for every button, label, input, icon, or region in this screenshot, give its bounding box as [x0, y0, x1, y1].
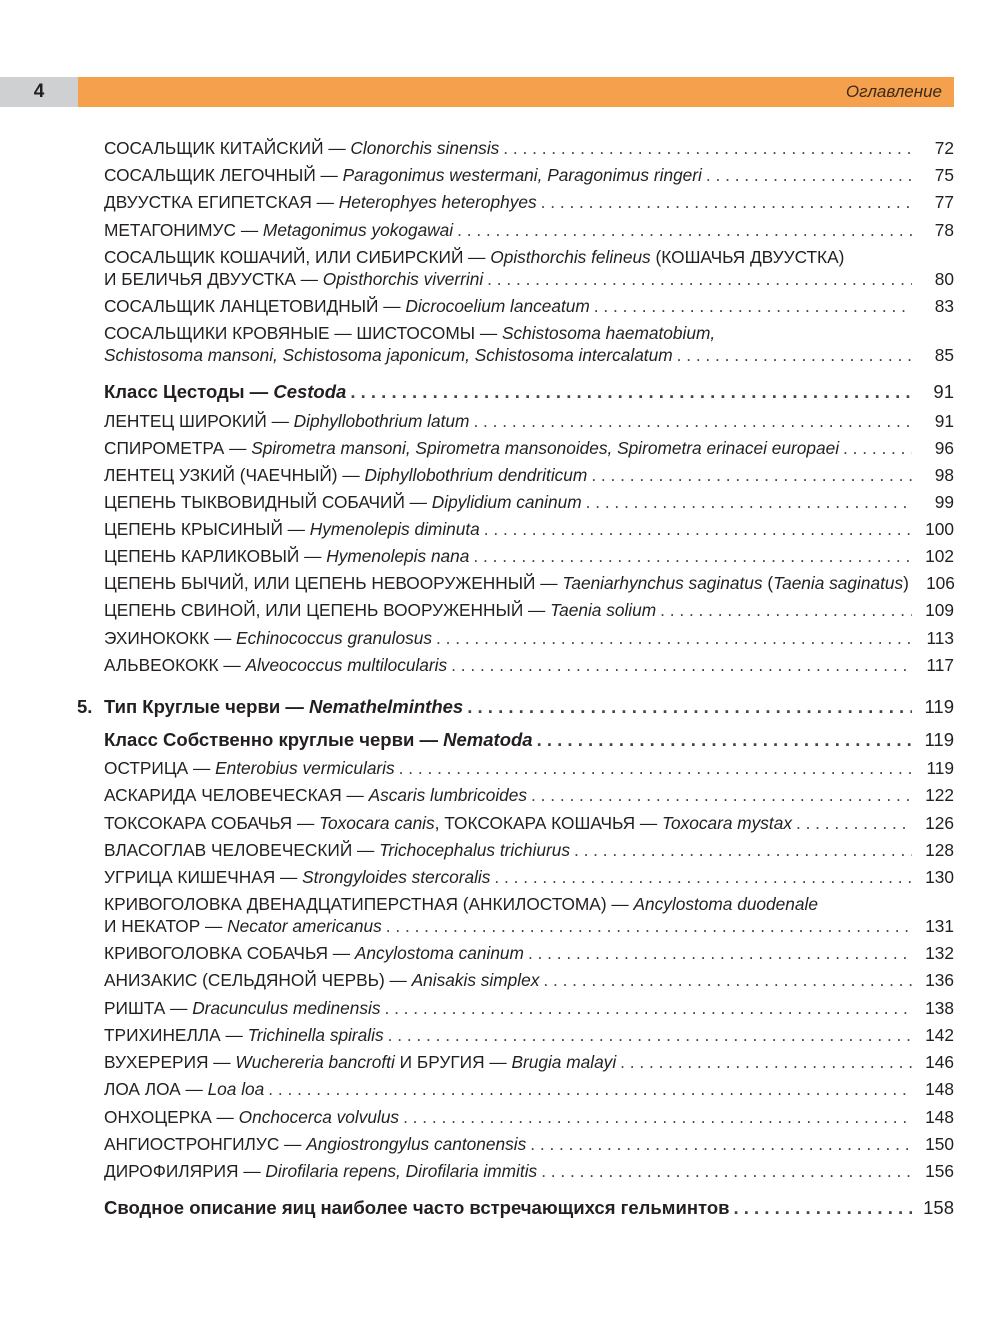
page-ref: 146 [925, 1052, 954, 1072]
toc-entry[interactable]: АНГИОСТРОНГИЛУС — Angiostrongylus cantonensis . . . 150 [104, 1133, 954, 1155]
page-ref: 91 [933, 381, 954, 402]
toc-entry[interactable]: ВЛАСОГЛАВ ЧЕЛОВЕЧЕСКИЙ — Trichocephalus trichiurus . . . 128 [104, 839, 954, 861]
toc-entry[interactable]: ЦЕПЕНЬ ТЫКВОВИДНЫЙ СОБАЧИЙ — Dipylidium caninum . . . 99 [104, 491, 954, 513]
toc-entry[interactable]: ТОКСОКАРА СОБАЧЬЯ — Toxocara canis, ТОКСОКАРА КОШАЧЬЯ — Toxocara mystax . . . 126 [104, 812, 954, 834]
toc-entry[interactable]: ЭХИНОКОКК — Echinococcus granulosus . . . 113 [104, 627, 954, 649]
toc-entry[interactable]: КРИВОГОЛОВКА ДВЕНАДЦАТИПЕРСТНАЯ (АНКИЛОСТОМА) — Ancylostoma duodenale И НЕКАТОР — Necator americanus . . . 131 [104, 893, 954, 937]
toc-entry[interactable]: АСКАРИДА ЧЕЛОВЕЧЕСКАЯ — Ascaris lumbricoides . . . 122 [104, 784, 954, 806]
page-ref: 131 [925, 916, 954, 936]
page-ref: 98 [934, 465, 954, 485]
page-ref: 119 [924, 729, 954, 750]
toc-entry[interactable]: СПИРОМЕТРА — Spirometra mansoni, Spirometra mansonoides, Spirometra erinacei europaei . . . 96 [104, 437, 954, 459]
page-ref: 72 [934, 138, 954, 158]
page-number: 4 [0, 77, 78, 107]
section-number: 5. [77, 696, 93, 717]
toc-entry[interactable]: РИШТА — Dracunculus medinensis . . . 138 [104, 997, 954, 1019]
page-ref: 126 [925, 813, 954, 833]
page-ref: 148 [925, 1079, 954, 1099]
page-ref: 119 [924, 696, 954, 717]
page-ref: 128 [925, 840, 954, 860]
toc-entry[interactable]: ЦЕПЕНЬ СВИНОЙ, ИЛИ ЦЕПЕНЬ ВООРУЖЕННЫЙ — Taenia solium . . . 109 [104, 599, 954, 621]
page-ref: 109 [925, 600, 954, 620]
page-ref: 106 [926, 573, 955, 593]
toc-entry[interactable]: СОСАЛЬЩИК ЛЕГОЧНЫЙ — Paragonimus westermani, Paragonimus ringeri . . . 75 [104, 164, 954, 186]
toc-entry[interactable]: АНИЗАКИС (СЕЛЬДЯНОЙ ЧЕРВЬ) — Anisakis simplex . . . 136 [104, 969, 954, 991]
page-ref: 117 [926, 655, 954, 675]
toc-entry[interactable]: ЛОА ЛОА — Loa loa . . . 148 [104, 1078, 954, 1100]
toc-entry[interactable]: СОСАЛЬЩИК КИТАЙСКИЙ — Clonorchis sinensis . . . 72 [104, 137, 954, 159]
page-ref: 99 [934, 492, 954, 512]
page-ref: 158 [923, 1197, 954, 1218]
toc-class-heading[interactable]: Класс Цестоды — Cestoda . . . 91 [104, 381, 954, 403]
toc-entry[interactable]: УГРИЦА КИШЕЧНАЯ — Strongyloides stercoralis . . . 130 [104, 866, 954, 888]
toc-entry[interactable]: ДВУУСТКА ЕГИПЕТСКАЯ — Heterophyes heterophyes . . . 77 [104, 191, 954, 213]
toc-entry[interactable]: ЦЕПЕНЬ БЫЧИЙ, ИЛИ ЦЕПЕНЬ НЕВООРУЖЕННЫЙ — Taeniarhynchus saginatus (Taenia saginatus) 106 [104, 573, 955, 593]
toc-entry[interactable]: МЕТАГОНИМУС — Metagonimus yokogawai . . . 78 [104, 219, 954, 241]
page-ref: 150 [925, 1134, 954, 1154]
toc-class-heading[interactable]: Класс Собственно круглые черви — Nematoda . . . 119 [104, 729, 954, 751]
toc-entry[interactable]: КРИВОГОЛОВКА СОБАЧЬЯ — Ancylostoma caninum . . . 132 [104, 942, 954, 964]
toc-entry[interactable]: ВУХЕРЕРИЯ — Wuchereria bancrofti И БРУГИЯ — Brugia malayi . . . 146 [104, 1051, 954, 1073]
toc-summary-heading[interactable]: Сводное описание яиц наиболее часто встречающихся гельминтов . . . 158 [104, 1197, 954, 1219]
page-ref: 130 [925, 867, 954, 887]
page-ref: 156 [925, 1161, 954, 1181]
toc-entry[interactable]: ЛЕНТЕЦ ШИРОКИЙ — Diphyllobothrium latum . . . 91 [104, 410, 954, 432]
toc-entry[interactable]: ЛЕНТЕЦ УЗКИЙ (ЧАЕЧНЫЙ) — Diphyllobothrium dendriticum . . . 98 [104, 464, 954, 486]
page-ref: 100 [925, 519, 954, 539]
toc-entry[interactable]: СОСАЛЬЩИК ЛАНЦЕТОВИДНЫЙ — Dicrocoelium lanceatum . . . 83 [104, 295, 954, 317]
toc-entry[interactable]: ОСТРИЦА — Enterobius vermicularis . . . 119 [104, 757, 954, 779]
page-ref: 142 [925, 1025, 954, 1045]
toc-entry[interactable]: ЦЕПЕНЬ КРЫСИНЫЙ — Hymenolepis diminuta . . . 100 [104, 518, 954, 540]
page-ref: 77 [934, 192, 954, 212]
page-ref: 136 [925, 970, 954, 990]
page-ref: 75 [934, 165, 954, 185]
toc-entry[interactable]: СОСАЛЬЩИК КОШАЧИЙ, ИЛИ СИБИРСКИЙ — Opisthorchis felineus (КОШАЧЬЯ ДВУУСТКА) И БЕЛИЧЬЯ ДВУУСТКА — Opisthorchis viverrini . . . 80 [104, 246, 954, 290]
page-ref: 113 [926, 628, 954, 648]
page-ref: 80 [934, 269, 954, 289]
page-ref: 83 [934, 296, 954, 316]
toc-entry[interactable]: ТРИХИНЕЛЛА — Trichinella spiralis . . . 142 [104, 1024, 954, 1046]
page-ref: 96 [934, 438, 954, 458]
page-ref: 138 [925, 998, 954, 1018]
toc-entry[interactable]: СОСАЛЬЩИКИ КРОВЯНЫЕ — ШИСТОСОМЫ — Schistosoma haematobium, Schistosoma mansoni, Schistosoma japonicum, Schistosoma intercalatum . . . 85 [104, 322, 954, 366]
page-ref: 119 [926, 758, 954, 778]
page-ref: 102 [925, 546, 954, 566]
toc-entry[interactable]: ЦЕПЕНЬ КАРЛИКОВЫЙ — Hymenolepis nana . . . 102 [104, 545, 954, 567]
page-ref: 132 [925, 943, 954, 963]
page-ref: 122 [925, 785, 954, 805]
toc-entry[interactable]: ОНХОЦЕРКА — Onchocerca volvulus . . . 148 [104, 1106, 954, 1128]
toc-entry[interactable]: АЛЬВЕОКОКК — Alveococcus multilocularis . . . 117 [104, 654, 954, 676]
page-ref: 85 [934, 345, 954, 365]
toc-entry[interactable]: ДИРОФИЛЯРИЯ — Dirofilaria repens, Dirofilaria immitis . . . 156 [104, 1160, 954, 1182]
toc-section-heading[interactable]: 5. Тип Круглые черви — Nemathelminthes . . . 119 [77, 696, 954, 718]
header-title: Оглавление [78, 77, 954, 107]
page-header [0, 77, 954, 107]
page-ref: 91 [934, 411, 954, 431]
page-ref: 148 [925, 1107, 954, 1127]
page-ref: 78 [934, 220, 954, 240]
